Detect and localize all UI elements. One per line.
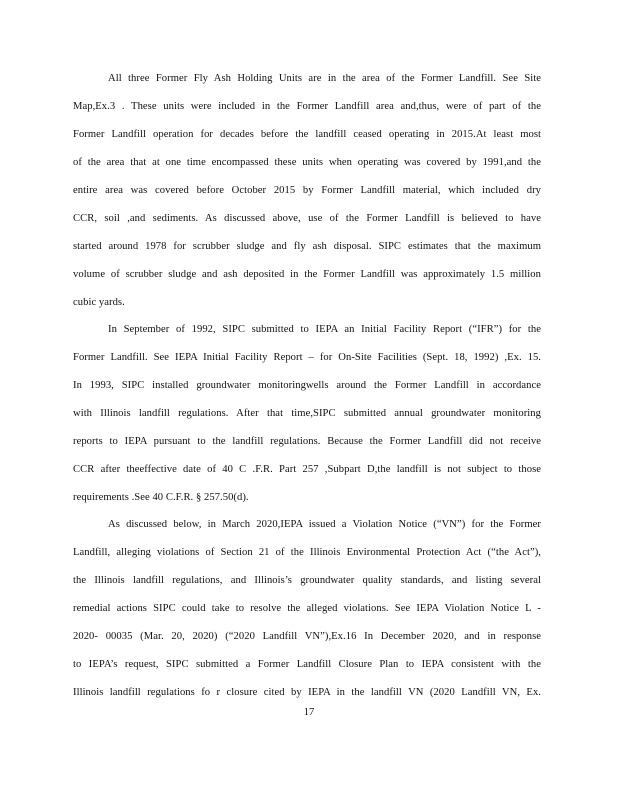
text-line: As discussed below, in March 2020,IEPA issued a Violation Notice (“VN”) for the Former [108, 519, 541, 530]
text-line: the Illinois landfill regulations, and Illinois’s groundwater quality standards, and listing several [73, 575, 541, 586]
text-line: CCR, soil ,and sediments. As discussed above, use of the Former Landfill is believed to have [73, 213, 541, 224]
text-line: In September of 1992, SIPC submitted to IEPA an Initial Facility Report (“IFR”) for the [108, 324, 541, 335]
text-line: All three Former Fly Ash Holding Units are in the area of the Former Landfill. See Site [108, 73, 541, 84]
text-line: reports to IEPA pursuant to the landfill regulations. Because the Former Landfill did not receive [73, 436, 541, 447]
text-line: Map,Ex.3 . These units were included in the Former Landfill area and,thus, were of part of the [73, 101, 541, 112]
text-line: Former Landfill. See IEPA Initial Facility Report – for On-Site Facilities (Sept. 18, 1992) ,Ex. 15. [73, 352, 541, 363]
text-line: with Illinois landfill regulations. After that time,SIPC submitted annual groundwater monitoring [73, 408, 541, 419]
text-line: Former Landfill operation for decades before the landfill ceased operating in 2015.At least most [73, 129, 541, 140]
text-line: remedial actions SIPC could take to resolve the alleged violations. See IEPA Violation Notice L - [73, 603, 541, 614]
text-line: volume of scrubber sludge and ash deposited in the Former Landfill was approximately 1.5 million [73, 269, 541, 280]
page-number: 17 [303, 707, 315, 718]
text-line: entire area was covered before October 2015 by Former Landfill material, which included dry [73, 185, 541, 196]
text-line: Landfill, alleging violations of Section 21 of the Illinois Environmental Protection Act (“the Act”), [73, 547, 541, 558]
text-line: to IEPA’s request, SIPC submitted a Former Landfill Closure Plan to IEPA consistent with the [73, 659, 541, 670]
text-line: started around 1978 for scrubber sludge and fly ash disposal. SIPC estimates that the maximum [73, 241, 541, 252]
text-line: requirements .See 40 C.F.R. § 257.50(d). [73, 492, 249, 503]
text-line: Illinois landfill regulations fo r closure cited by IEPA in the landfill VN (2020 Landfill VN, Ex. [73, 687, 541, 698]
text-line: cubic yards. [73, 297, 125, 308]
text-line: 2020- 00035 (Mar. 20, 2020) (“2020 Landfill VN”),Ex.16 In December 2020, and in response [73, 631, 541, 642]
text-line: In 1993, SIPC installed groundwater monitoringwells around the Former Landfill in accordance [73, 380, 541, 391]
text-line: of the area that at one time encompassed these units when operating was covered by 1991,and the [73, 157, 541, 168]
text-line: CCR after theeffective date of 40 C .F.R. Part 257 ,Subpart D,the landfill is not subject to those [73, 464, 541, 475]
